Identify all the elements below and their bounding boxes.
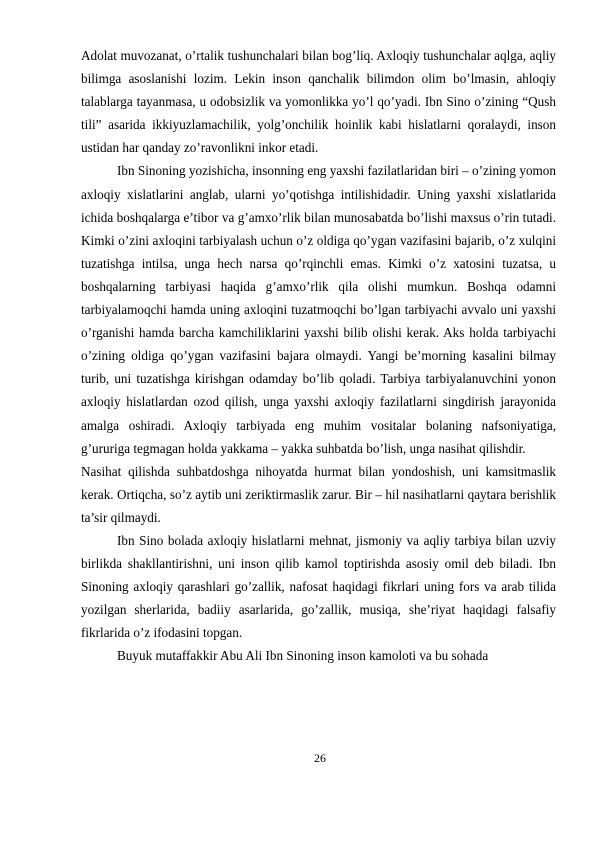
- page-number: 26: [314, 751, 326, 765]
- body-text: [81, 44, 556, 668]
- paragraph-nasihat: Nasihat qilishda suhbatdoshga nihoyatda hurmat bilan yondoshish, uni kamsitmaslik kerak. Ortiqcha, so’z aytib uni zeriktirmaslik zarur. Bir – hil nasihatlarni qaytara berishlik ta’sir qilmaydi.: [81, 463, 556, 525]
- paragraph-ibn-sino-yozishicha: Ibn Sinoning yozishicha, insonning eng yaxshi fazilatlaridan biri – o’zining yomon axloqiy xislatlarini anglab, ularni yo’qotishga intilishidadir. Uning yaxshi xislatlarida ichida boshqalarga e’tibor va g’amxo’rlik bilan munosabatda bo’lishi maxsus o’rin tutadi. Kimki o’zini axloqini tarbiyalash uchun o’z oldiga qo’ygan vazifasini bajarib, o’z xulqini tuzatishga intilsa, unga hech narsa qo’rqinchli emas. Kimki o’z xatosini tuzatsa, u boshqalarning tarbiyasi haqida g’amxo’rlik qila olishi mumkun. Boshqa odamni tarbiyalamoqchi hamda uning axloqini tuzatmoqchi bo’lgan tarbiyachi avvalo uni yaxshi o’rganishi hamda barcha kamchiliklarini yaxshi bilib olishi kerak. Aks holda tarbiyachi o’zining oldiga qo’ygan vazifasini bajara olmaydi. Yangi be’morning kasalini bilmay turib, uni tuzatishga kirishgan odamday bo’lib qoladi. Tarbiya tarbiyalanuvchini yonon axloqiy hislatlardan ozod qilish, unga yaxshi axloqiy fazilatlarni singdirish jarayonida amalga oshiradi. Axloqiy tarbiyada eng muhim vositalar bolaning nafsoniyatiga, g’ururiga tegmagan holda yakkama – yakka suhbatda bo’lish, unga nasihat qilishdir.: [81, 163, 556, 456]
- paragraph-buyuk-mutaffakkir: Buyuk mutaffakkir Abu Ali Ibn Sinoning inson kamoloti va bu sohada: [117, 648, 489, 664]
- paragraph-adolat: Adolat muvozanat, o’rtalik tushunchalari bilan bog’liq. Axloqiy tushunchalar aqlga, aqliy bilimga asoslanishi lozim. Lekin inson qanchalik bilimdon olim bo’lmasin, ahloqiy talablarga tayanmasa, u odobsizlik va yomonlikka yo’l qo’yadi. Ibn Sino o’zining “Qush tili” asarida ikkiyuzlamachilik, yolg’onchilik hoinlik kabi hislatlarni qoralaydi, inson ustidan har qanday zo’ravonlikni inkor etadi.: [81, 48, 556, 156]
- paragraph-ibn-sino-bolada: Ibn Sino bolada axloqiy hislatlarni mehnat, jismoniy va aqliy tarbiya bilan uzviy birlikda shakllantirishni, uni inson qilib kamol toptirishda asosiy omil deb biladi. Ibn Sinoning axloqiy qarashlari go’zallik, nafosat haqidagi fikrlari uning fors va arab tilida yozilgan sherlarida, badiiy asarlarida, go’zallik, musiqa, she’riyat haqidagi falsafiy fikrlarida o’z ifodasini topgan.: [81, 532, 556, 641]
